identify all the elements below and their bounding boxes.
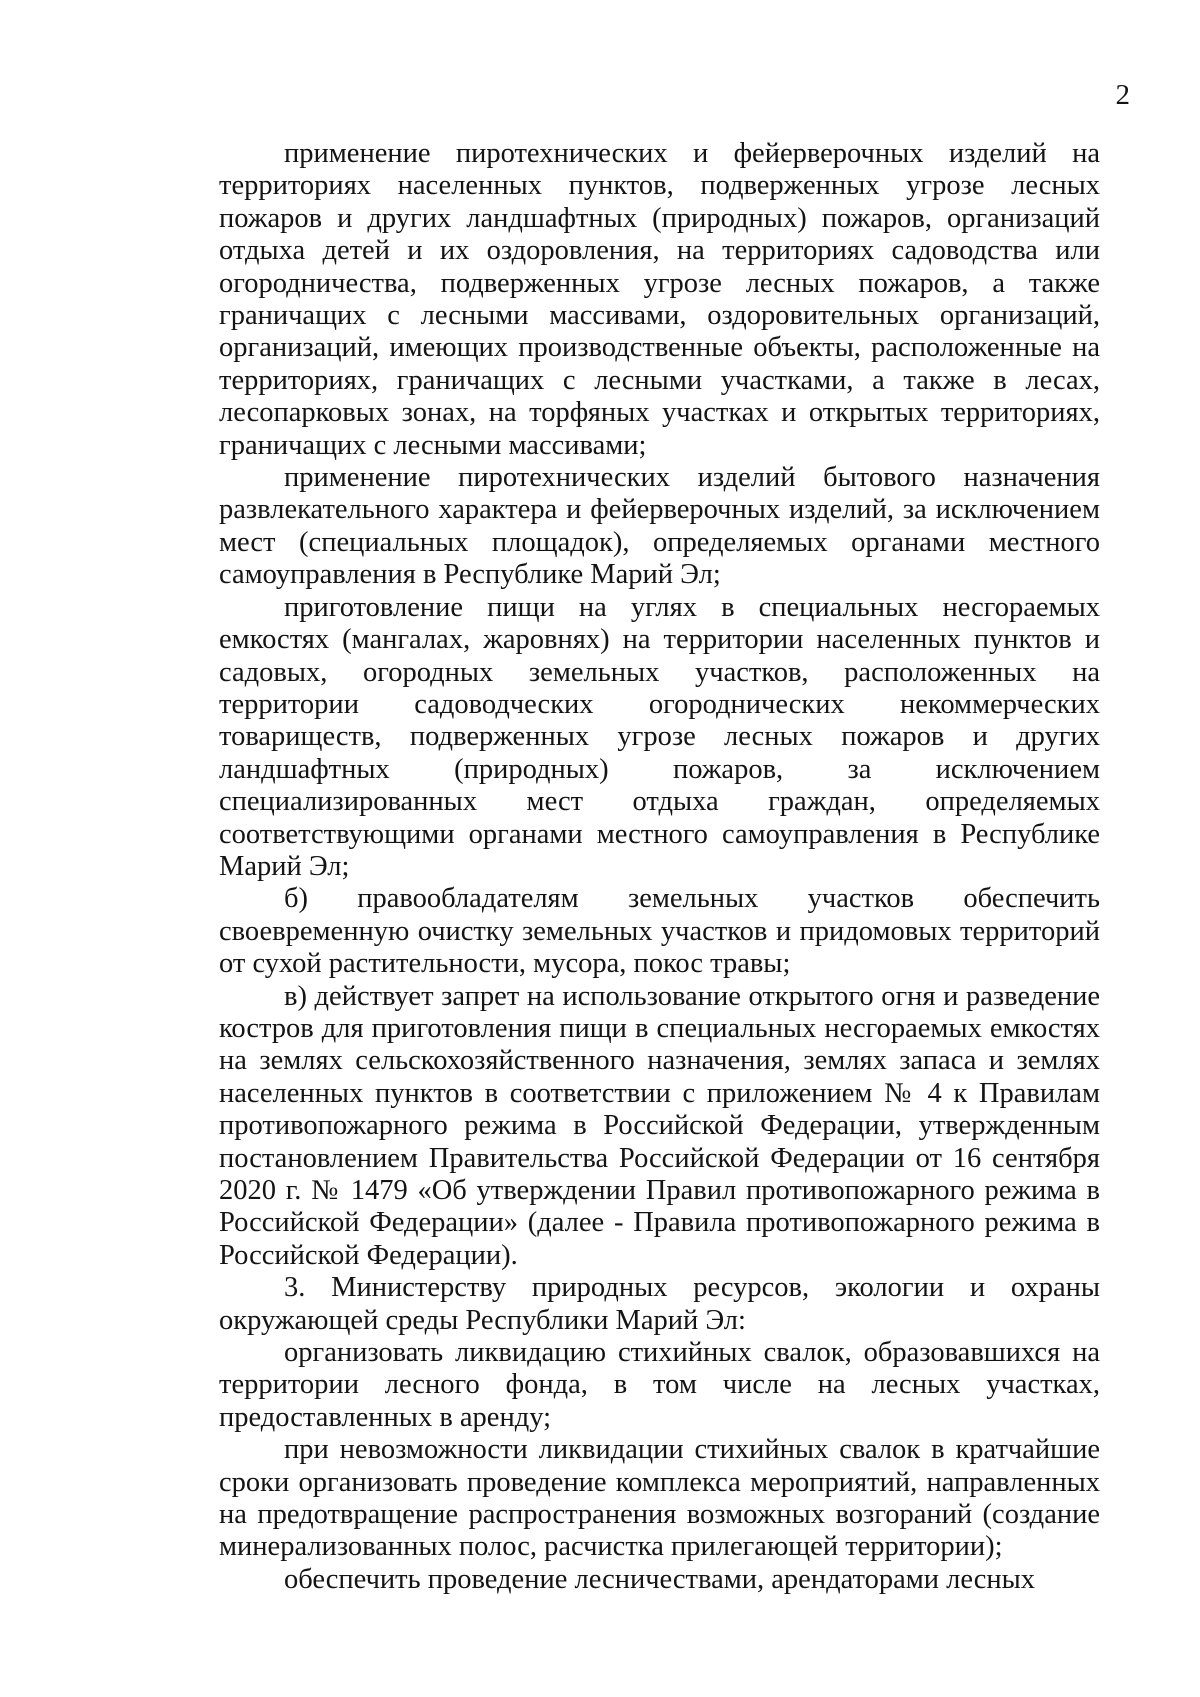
paragraph-cooking-on-coals: приготовление пищи на углях в специальных несгораемых емкостях (мангалах, жаровнях) на территории населенных пунктов и садовых, огородных земельных участков, расположенных на территории садоводческих огороднических некоммерческих товариществ, подверженных угрозе лесных пожаров и других ландшафтных (природных) пожаров, за исключением специализированных мест отдыха граждан, определяемых соответствующими органами местного самоуправления в Республике Марий Эл; [219,591,1100,882]
page-number: 2 [1115,79,1130,111]
paragraph-item-v-open-fire-ban: в) действует запрет на использование открытого огня и разведение костров для приготовления пищи в специальных несгораемых емкостях на землях сельскохозяйственного назначения, землях запаса и землях населенных пунктов в соответствии с приложением № 4 к Правилам противопожарного режима в Российской Федерации, утвержденным постановлением Правительства Российской Федерации от 16 сентября 2020 г. № 1479 «Об утверждении Правил противопожарного режима в Российской Федерации» (далее - Правила противопожарного режима в Российской Федерации). [219,980,1100,1271]
paragraph-pyrotechnics-household: применение пиротехнических изделий бытового назначения развлекательного характера и фейерверочных изделий, за исключением мест (специальных площадок), определяемых органами местного самоуправления в Республике Марий Эл; [219,462,1100,591]
paragraph-fire-prevention-measures: при невозможности ликвидации стихийных свалок в кратчайшие сроки организовать проведение комплекса мероприятий, направленных на предотвращение распространения возможных возгораний (создание минерализованных полос, расчистка прилегающей территории); [219,1434,1100,1563]
paragraph-forestry-provision: обеспечить проведение лесничествами, арендаторами лесных [284,1563,1036,1595]
paragraph-item-b-land-cleaning: б) правообладателям земельных участков обеспечить своевременную очистку земельных участков и придомовых территорий от сухой растительности, мусора, покос травы; [219,883,1100,980]
document-body [219,138,1100,1596]
paragraph-dump-liquidation: организовать ликвидацию стихийных свалок, образовавшихся на территории лесного фонда, в том числе на лесных участках, предоставленных в аренду; [219,1337,1100,1433]
paragraph-pyrotechnics-settlements: применение пиротехнических и фейерверочных изделий на территориях населенных пунктов, подверженных угрозе лесных пожаров и других ландшафтных (природных) пожаров, организаций отдыха детей и их оздоровления, на территориях садоводства или огородничества, подверженных угрозе лесных пожаров, а также граничащих с лесными массивами, оздоровительных организаций, организаций, имеющих производственные объекты, расположенные на территориях, граничащих с лесными участками, а также в лесах, лесопарковых зонах, на торфяных участках и открытых территориях, граничащих с лесными массивами; [219,138,1100,461]
paragraph-item-3-ministry: 3. Министерству природных ресурсов, экологии и охраны окружающей среды Республики Марий Эл: [219,1272,1100,1336]
